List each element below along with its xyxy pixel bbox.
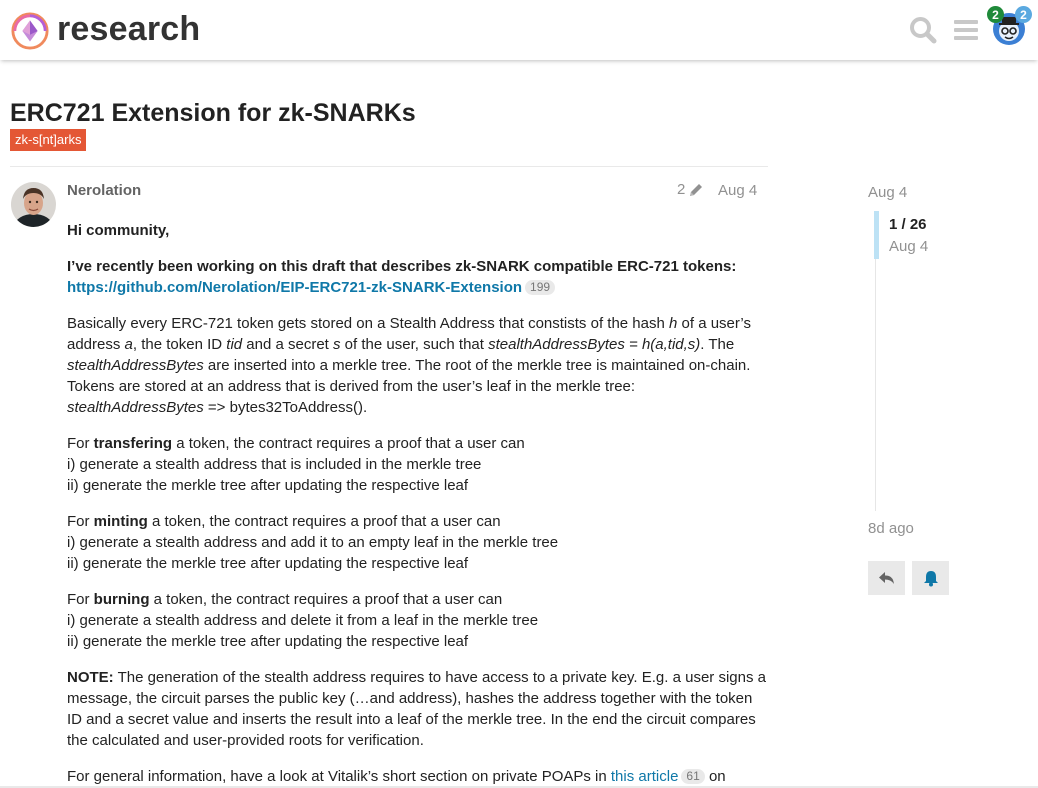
text-run: . The — [700, 336, 735, 353]
text-run: For general information, have a look at Vitalik’s short section on private POAPs in — [67, 768, 611, 785]
timeline-end-date[interactable]: 8d ago — [868, 520, 914, 537]
text-run: tid — [226, 336, 243, 353]
text-run: of a user’s address — [67, 315, 751, 353]
topic-title[interactable]: ERC721 Extension for zk-SNARKs — [10, 99, 416, 127]
note-label: NOTE: — [67, 669, 114, 686]
site-logo[interactable] — [11, 11, 200, 51]
mint-paragraph — [67, 511, 767, 574]
text-run: on — [704, 768, 726, 785]
post-date[interactable]: Aug 4 — [718, 182, 758, 199]
text-run: a token, the contract requires a proof that a user can — [172, 435, 525, 452]
text-run: Basically every ERC-721 token gets stored on a Stealth Address that constists of the hash — [67, 315, 669, 332]
text-run: a token, the contract requires a proof that a user can — [149, 591, 503, 608]
ethereum-research-logo-icon — [11, 12, 49, 50]
hamburger-menu-icon[interactable] — [951, 15, 981, 45]
note-paragraph — [67, 667, 767, 751]
text-run: For — [67, 435, 94, 452]
list-item: ii) generate the merkle tree after updating the respective leaf — [67, 633, 469, 650]
text-run: h — [669, 315, 678, 332]
final-paragraph — [67, 766, 767, 787]
site-name: research — [57, 10, 201, 48]
category-badge[interactable]: zk-s[nt]arks — [10, 129, 86, 151]
text-run: transfering — [93, 435, 173, 452]
timeline-handle[interactable] — [874, 211, 879, 259]
text-run: stealthAddressBytes — [67, 357, 204, 374]
timeline-position-date: Aug 4 — [889, 238, 929, 255]
article-link[interactable]: this article — [610, 768, 679, 785]
list-item: ii) generate the merkle tree after updating the respective leaf — [67, 477, 469, 494]
timeline-start-date[interactable]: Aug 4 — [868, 184, 908, 201]
reply-icon — [878, 570, 896, 586]
reply-button[interactable] — [868, 561, 905, 595]
title-divider — [10, 166, 768, 167]
text-run: The generation of the stealth address requires to have access to a private key. E.g. a user signs a message, the circuit parses the public key (…and address), hashes the address together with the token ID and a secret value and inserts the result into a leaf of the merkle tree. In the end the circuit compares the calculated and user-provided roots for verification. — [67, 669, 766, 749]
text-run: stealthAddressBytes — [67, 399, 204, 416]
bell-icon — [923, 570, 939, 587]
post-edit-history[interactable] — [677, 181, 704, 198]
notification-badge-blue[interactable]: 2 — [1015, 6, 1032, 23]
github-link[interactable]: https://github.com/Nerolation/EIP-ERC721-zk-SNARK-Extension — [67, 279, 523, 296]
notification-level-button[interactable] — [912, 561, 949, 595]
search-icon[interactable] — [908, 15, 938, 45]
post-intro-text: I’ve recently been working on this draft that describes zk-SNARK compatible ERC-721 tokens: — [67, 258, 737, 275]
list-item: ii) generate the merkle tree after updating the respective leaf — [67, 555, 469, 572]
text-run: For — [67, 513, 94, 530]
link-click-count: 61 — [681, 769, 704, 784]
notification-badge-green[interactable]: 2 — [987, 6, 1004, 23]
text-run: stealthAddressBytes = h(a,tid,s) — [488, 336, 701, 353]
post-greeting: Hi community, — [67, 222, 170, 239]
list-item: i) generate a stealth address and add it to an empty leaf in the merkle tree — [67, 534, 559, 551]
text-run: => bytes32ToAddress(). — [203, 399, 368, 416]
text-run: of the user, such that — [340, 336, 489, 353]
text-run: and a secret — [242, 336, 334, 353]
text-run: burning — [93, 591, 150, 608]
post-author-avatar[interactable] — [11, 182, 56, 227]
text-run: minting — [93, 513, 148, 530]
list-item: i) generate a stealth address and delete it from a leaf in the merkle tree — [67, 612, 539, 629]
text-run: a — [124, 336, 133, 353]
post-author-name[interactable]: Nerolation — [67, 182, 142, 199]
transfer-paragraph — [67, 433, 767, 496]
timeline-position: 1 / 26 — [889, 216, 927, 233]
pencil-icon — [688, 182, 704, 198]
post-body — [67, 220, 767, 788]
burn-paragraph — [67, 589, 767, 652]
text-run: a token, the contract requires a proof that a user can — [147, 513, 501, 530]
edit-count: 2 — [677, 181, 686, 198]
stealth-address-paragraph — [67, 313, 767, 418]
text-run: For — [67, 591, 94, 608]
link-click-count: 199 — [525, 280, 555, 295]
text-run: s — [333, 336, 341, 353]
list-item: i) generate a stealth address that is included in the merkle tree — [67, 456, 482, 473]
text-run: , the token ID — [132, 336, 227, 353]
text-run: are inserted into a merkle tree. The root of the merkle tree is maintained on-chain. Tokens are stored at an address that is derived from the user’s leaf in the merkle tree: — [67, 357, 751, 395]
site-header — [0, 0, 1038, 60]
post-intro-paragraph — [67, 256, 767, 298]
